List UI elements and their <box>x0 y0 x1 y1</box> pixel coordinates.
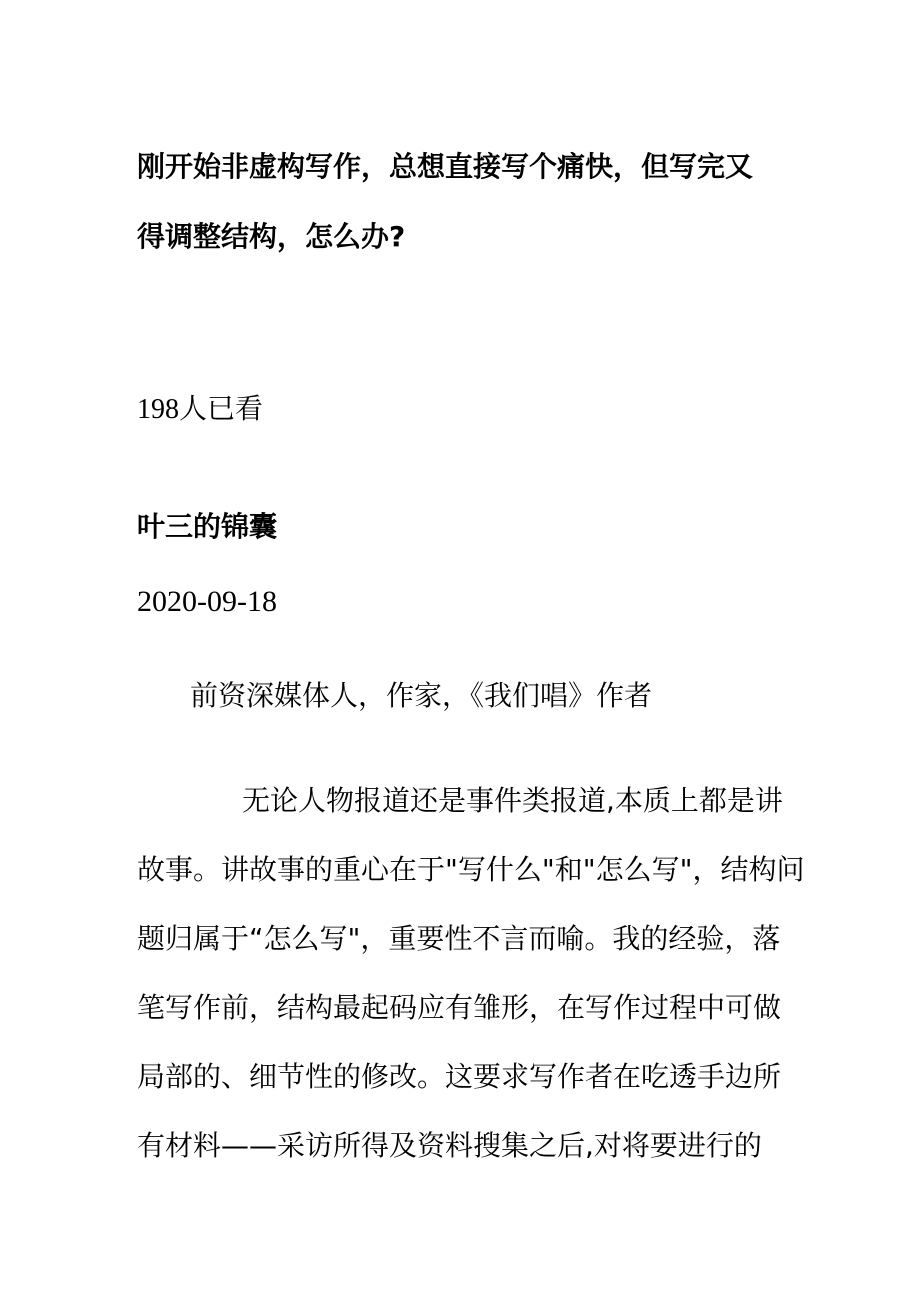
body-line-6: 有材料——采访所得及资料搜集之后,对将要进行的 <box>137 1129 762 1162</box>
article-body <box>137 766 805 1180</box>
body-line-3: 题归属于“怎么写"，重要性不言而喻。我的经验，落 <box>137 922 781 955</box>
author-name: 叶三的锦囊 <box>137 510 278 543</box>
title-line-1: 刚开始非虚构写作，总想直接写个痛快，但写完又 <box>137 150 754 183</box>
body-line-5: 局部的、细节性的修改。这要求写作者在吃透手边所 <box>137 1060 782 1093</box>
view-count: 198人已看 <box>137 394 264 425</box>
body-line-4: 笔写作前，结构最起码应有雏形，在写作过程中可做 <box>137 991 782 1024</box>
title-line-2: 得调整结构，怎么办? <box>137 220 406 253</box>
publish-date: 2020-09-18 <box>137 585 277 618</box>
body-line-1: 无论人物报道还是事件类报道,本质上都是讲 <box>242 784 783 817</box>
body-line-2: 故事。讲故事的重心在于"写什么"和"怎么写"，结构问 <box>137 853 805 886</box>
author-bio: 前资深媒体人，作家，《我们唱》作者 <box>190 679 653 712</box>
article-title <box>137 132 797 272</box>
